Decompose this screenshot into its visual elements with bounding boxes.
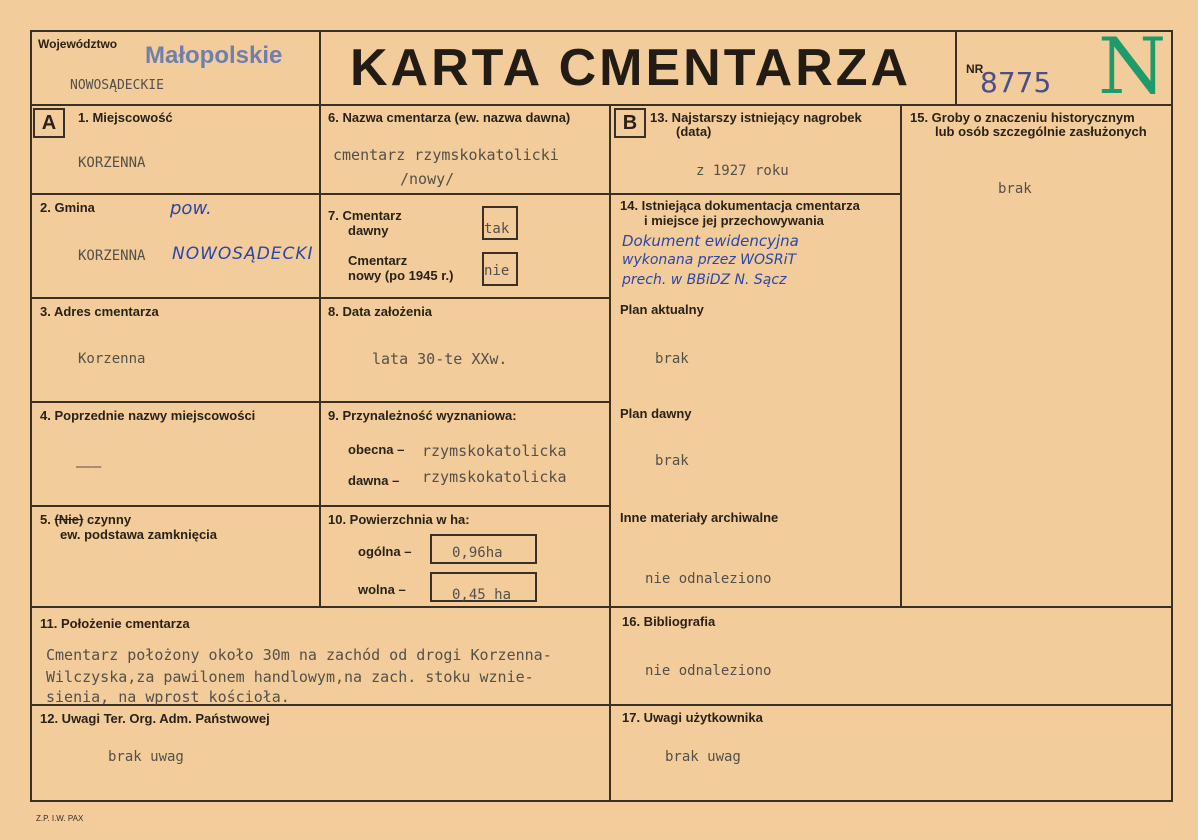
divider-b1: [610, 193, 900, 195]
polozenie-value-2: Wilczyska,za pawilonem handlowym,na zach. stoku wznie-: [46, 668, 534, 686]
nr-value: 8775: [980, 66, 1052, 99]
groby-label-1: 15. Groby o znaczeniu historycznym: [910, 110, 1135, 125]
nagrobek-label-1: 13. Najstarszy istniejący nagrobek: [650, 110, 862, 125]
ogolna-label: ogólna –: [358, 544, 412, 559]
polozenie-value-1: Cmentarz położony około 30m na zachód od drogi Korzenna-: [46, 646, 552, 664]
divider-col-b: [900, 104, 902, 607]
nazwa-cmentarza-label: 6. Nazwa cmentarza (ew. nazwa dawna): [328, 110, 571, 125]
data-zalozenia-value: lata 30-te XXw.: [372, 350, 508, 368]
plan-aktualny-label: Plan aktualny: [620, 302, 704, 317]
gmina-value: KORZENNA: [78, 248, 146, 264]
poprzednie-nazwy-value: ———: [76, 459, 102, 475]
nowy-value: nie: [484, 263, 510, 279]
czynny-label: [40, 512, 131, 527]
wojewodztwo-old-value: NOWOSĄDECKIE: [70, 78, 164, 93]
obecna-label: obecna –: [348, 442, 405, 457]
dokumentacja-label-2: i miejsce jej przechowywania: [644, 213, 824, 228]
uwagi-uzytkownika-value: brak uwag: [665, 749, 741, 765]
dawna-label: dawna –: [348, 473, 400, 488]
divider-header: [30, 104, 1173, 106]
groby-label-2: lub osób szczególnie zasłużonych: [935, 124, 1147, 139]
n-mark: N: [1098, 22, 1167, 112]
powierzchnia-label: 10. Powierzchnia w ha:: [328, 512, 470, 527]
plan-dawny-value: brak: [655, 453, 689, 469]
nazwa-cmentarza-value-2: /nowy/: [400, 170, 455, 188]
plan-dawny-label: Plan dawny: [620, 406, 692, 421]
uwagi-ter-label: 12. Uwagi Ter. Org. Adm. Państwowej: [40, 711, 270, 726]
section-a-box: A: [33, 108, 65, 138]
czynny-label-prefix: 5.: [40, 512, 55, 527]
nazwa-cmentarza-value-1: cmentarz rzymskokatolicki: [333, 146, 559, 164]
divider-col-header-2: [955, 30, 957, 105]
przynaleznosc-label: 9. Przynależność wyznaniowa:: [328, 408, 517, 423]
nr-label: NR: [966, 62, 984, 76]
dokumentacja-hand-2: wykonana przez WOSRiT: [622, 252, 797, 268]
wolna-label: wolna –: [358, 582, 406, 597]
divider-col-mid: [609, 104, 611, 802]
wolna-value: 0,45 ha: [452, 587, 512, 603]
bibliografia-value: nie odnaleziono: [645, 663, 772, 679]
gmina-hand-pow: pow.: [170, 198, 212, 219]
ogolna-value: 0,96ha: [452, 545, 503, 561]
uwagi-uzytkownika-label: 17. Uwagi użytkownika: [622, 710, 763, 725]
dokumentacja-hand-1: Dokument ewidencyjna: [622, 232, 799, 250]
wojewodztwo-label: Województwo: [38, 37, 118, 51]
groby-value: brak: [998, 181, 1032, 197]
uwagi-ter-value: brak uwag: [108, 749, 184, 765]
divider-col-header-1: [319, 30, 321, 105]
nowy-label-1: Cmentarz: [348, 253, 408, 268]
dokumentacja-hand-3: prech. w BBiDZ N. Sącz: [622, 272, 787, 288]
obecna-value: rzymskokatolicka: [422, 442, 567, 460]
dawna-value: rzymskokatolicka: [422, 468, 567, 486]
divider-col-a: [319, 104, 321, 607]
plan-aktualny-value: brak: [655, 351, 689, 367]
dokumentacja-label-1: 14. Istniejąca dokumentacja cmentarza: [620, 198, 860, 213]
cmentarz-label: 7. Cmentarz: [328, 208, 402, 223]
nagrobek-value: z 1927 roku: [696, 163, 789, 179]
miejscowosc-value: KORZENNA: [78, 155, 146, 171]
czynny-label-suffix: czynny: [83, 512, 132, 527]
dawny-label: dawny: [348, 223, 389, 238]
poprzednie-nazwy-label: 4. Poprzednie nazwy miejscowości: [40, 408, 256, 423]
miejscowosc-label: 1. Miejscowość: [78, 110, 173, 125]
dawny-value: tak: [484, 221, 510, 237]
nowy-label-2: nowy (po 1945 r.): [348, 268, 454, 283]
czynny-label-2: ew. podstawa zamknięcia: [60, 527, 218, 542]
page-title: KARTA CMENTARZA: [350, 39, 912, 97]
polozenie-value-3: sienia, na wprost kościoła.: [46, 688, 290, 706]
section-b-box: B: [614, 108, 646, 138]
adres-label: 3. Adres cmentarza: [40, 304, 159, 319]
gmina-hand-powiat: NOWOSĄDECKI: [172, 244, 314, 264]
wojewodztwo-stamp: Małopolskie: [145, 42, 283, 69]
inne-materialy-label: Inne materiały archiwalne: [620, 510, 779, 525]
polozenie-label: 11. Położenie cmentarza: [40, 616, 190, 631]
printer-footer: Z.P. I.W. PAX: [36, 814, 84, 823]
inne-materialy-value: nie odnaleziono: [645, 571, 772, 587]
nagrobek-label-2: (data): [676, 124, 712, 139]
czynny-label-struck: (Nie): [54, 512, 84, 527]
bibliografia-label: 16. Bibliografia: [622, 614, 716, 629]
data-zalozenia-label: 8. Data założenia: [328, 304, 433, 319]
gmina-label: 2. Gmina: [40, 200, 95, 215]
divider-row5: [30, 606, 1173, 608]
adres-value: Korzenna: [78, 351, 146, 367]
